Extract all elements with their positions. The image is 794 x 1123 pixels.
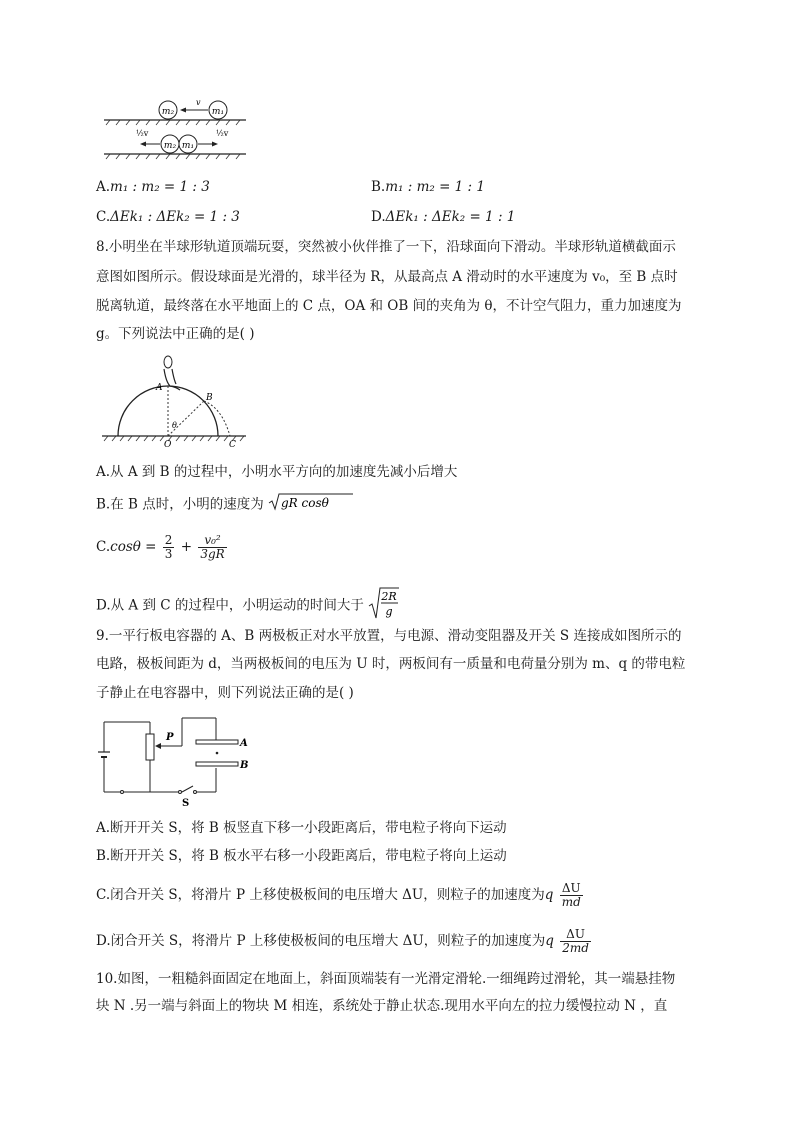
fraction-du-2md: $\frac{\Delta U}{2md}$ [562,927,589,955]
point-c-label: C [229,440,236,450]
q8-stem-line-1: 8.小明坐在半球形轨道顶端玩耍，突然被小伙伴推了一下，沿球面向下滑动。半球形轨道横截面示 [96,239,676,255]
q8-option-c[interactable]: C.cosθ = $\frac{2}{3}$ + $\frac{\text{v₀²}}{3gR}$ [96,533,225,561]
q10-stem-line-1: 10.如图，一粗糙斜面固定在地面上，斜面顶端装有一光滑定滑轮.一细绳跨过滑轮，其一端悬挂物 [96,971,676,987]
m2-label-bottom: m₂ [163,141,177,151]
m2-label-top: m₂ [161,107,175,117]
theta-label: θ [172,421,177,430]
q9-option-b[interactable]: B.断开开关 S，将 B 板水平右移一小段距离后，带电粒子将向上运动 [96,848,507,864]
point-o-label: O [164,440,172,450]
fraction-two-thirds: $\frac{2}{3}$ [164,533,173,561]
fraction-v0sq-3gR: $\frac{\text{v₀²}}{3gR}$ [200,533,225,561]
q10-stem-line-2: 块 N .另一端与斜面上的物块 M 相连，系统处于静止状态.现用水平向左的拉力缓慢拉动 N ，直 [96,998,668,1014]
q9-stem-line-1: 9.一平行板电容器的 A、B 两极板正对水平放置，与电源、滑动变阻器及开关 S 连接成如图所示的 [96,628,682,644]
sqrt-2R-over-g [368,586,400,626]
q8-option-a[interactable]: A.从 A 到 B 的过程中，小明水平方向的加速度先减小后增大 [96,464,458,480]
slider-p-label: P [166,732,174,743]
switch-s-label: S [182,798,190,808]
option-b-expr: gR cosθ [281,496,329,510]
hemisphere-figure [100,350,250,450]
collision-figure [100,92,250,162]
m1-label-top: m₁ [211,107,225,117]
point-a-label: A [156,383,163,393]
q8-stem-line-3: 脱离轨道，最终落在水平地面上的 C 点，OA 和 OB 间的夹角为 θ，不计空气阻力，重力加速度为 [96,298,682,314]
point-b-label: B [206,393,213,403]
q8-option-b[interactable]: B.在 B 点时，小明的速度为 gR cosθ [96,492,354,518]
half-v-left: ½v [136,129,149,138]
v-label: v [196,98,201,107]
q7-option-a[interactable]: A.m₁ : m₂ = 1 : 3 [96,179,210,195]
q7-option-d[interactable]: D.ΔEk₁ : ΔEk₂ = 1 : 1 [371,209,516,225]
m1-label-bottom: m₁ [181,141,195,151]
q8-stem-line-2: 意图如图所示。假设球面是光滑的，球半径为 R，从最高点 A 滑动时的水平速度为 v₀，至 B 点时 [96,269,678,285]
q7-option-c[interactable]: C.ΔEk₁ : ΔEk₂ = 1 : 3 [96,209,240,225]
plate-b-label: B [240,760,249,771]
half-v-right: ½v [216,129,229,138]
q8-stem-line-4: g。下列说法中正确的是( ) [96,326,255,342]
q9-stem-line-2: 电路，极板间距为 d，当两极板间的电压为 U 时，两板间有一质量和电荷量分别为 m、q 的带电粒 [96,656,686,672]
fraction-du-md: $\frac{\Delta U}{md}$ [561,881,581,909]
q9-option-c[interactable]: C.闭合开关 S，将滑片 P 上移使极板间的电压增大 ΔU，则粒子的加速度为q $\frac{\Delta U}{md}$ [96,881,581,909]
plate-a-label: A [240,738,248,749]
option-d-num: 2R [381,590,397,603]
option-d-den: g [385,605,393,618]
circuit-figure [98,712,258,808]
q8-option-d[interactable]: D.从 A 到 C 的过程中，小明运动的时间大于 2R g [96,586,400,626]
q9-stem-line-3: 子静止在电容器中，则下列说法正确的是( ) [96,685,354,701]
sqrt-gRcos [268,492,354,518]
q9-option-a[interactable]: A.断开开关 S，将 B 板竖直下移一小段距离后，带电粒子将向下运动 [96,820,507,836]
q7-option-b[interactable]: B.m₁ : m₂ = 1 : 1 [371,179,485,195]
q9-option-d[interactable]: D.闭合开关 S，将滑片 P 上移使极板间的电压增大 ΔU，则粒子的加速度为q $\frac{\Delta U}{2md}$ [96,927,589,955]
